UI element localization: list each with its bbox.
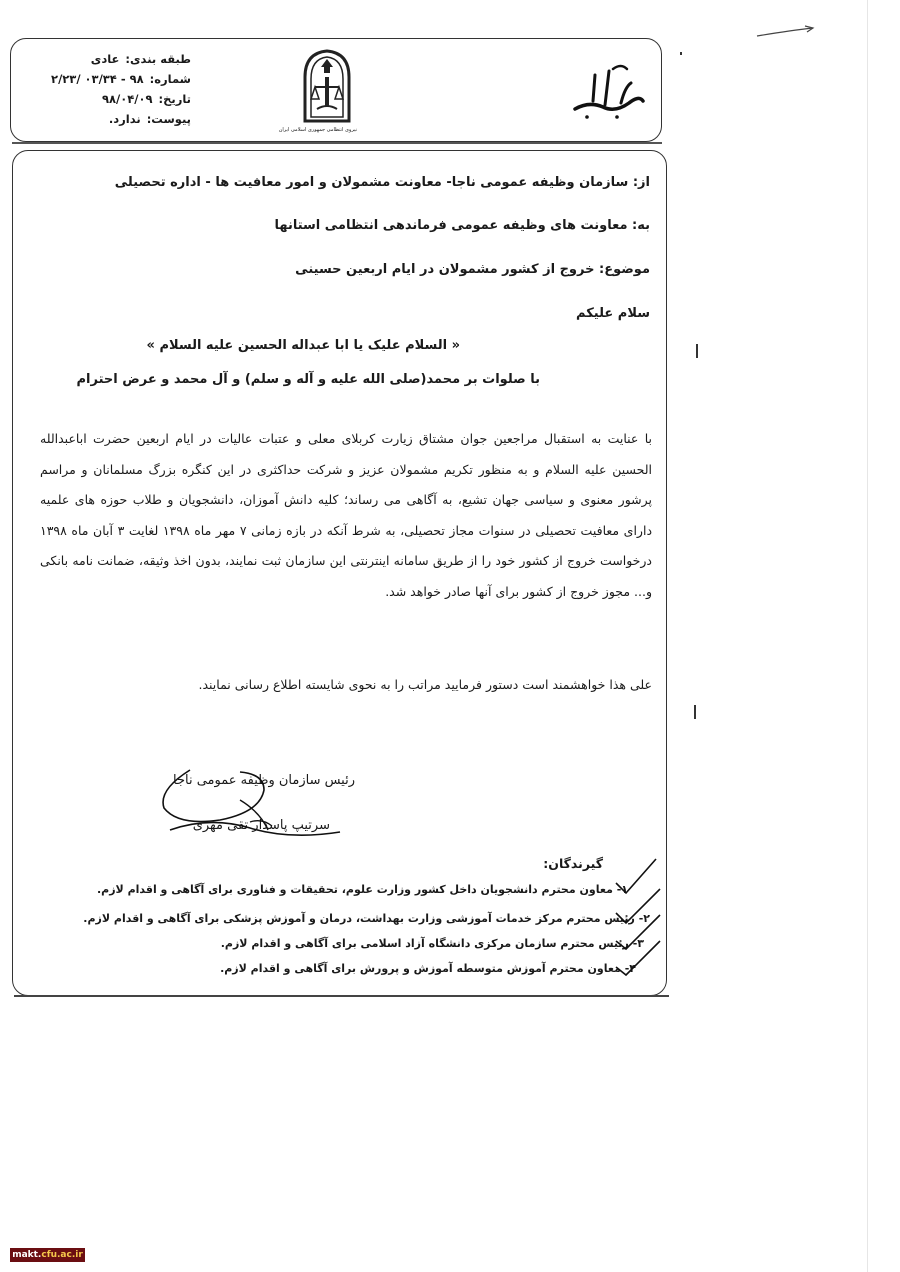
police-emblem (278, 47, 357, 133)
number-label: شماره: (149, 72, 191, 86)
emblem-caption: نیروی انتظامی جمهوری اسلامی ایران (278, 127, 357, 133)
to-line: به: معاونت های وظیفه عمومی فرماندهی انتظامی استانها (274, 218, 650, 233)
date-label: تاریخ: (158, 92, 191, 106)
site-domain: cfu.ac.ir (41, 1250, 83, 1260)
recipient-item: ۳- رئیس محترم سازمان مرکزی دانشگاه آزاد اسلامی برای آگاهی و اقدام لازم. (220, 937, 644, 950)
site-prefix: makt. (12, 1250, 42, 1260)
pen-mark (755, 24, 815, 40)
margin-tick (696, 344, 698, 358)
subject-line: موضوع: خروج از کشور مشمولان در ایام اربعین حسینی (295, 262, 650, 277)
classification-label: طبقه بندی: (125, 52, 191, 66)
signatory-title: رئیس سازمان وظیفه عمومی ناجا (173, 773, 355, 788)
letter-meta (51, 49, 191, 129)
classification-value: عادی (90, 52, 120, 66)
recipients-title: گیرندگان: (543, 856, 603, 871)
closing-paragraph: علی هذا خواهشمند است دستور فرمایید مراتب را به نحوی شایسته اطلاع رسانی نمایند. (198, 677, 652, 692)
from-line: از: سازمان وظیفه عمومی ناجا- معاونت مشمولان و امور معافیت ها - اداره تحصیلی (114, 175, 650, 190)
date-value: ۹۸/۰۴/۰۹ (102, 92, 153, 106)
recipient-item: ۱- معاون محترم دانشجویان داخل کشور وزارت علوم، تحقیقات و فناوری برای آگاهی و اقدام لازم. (96, 883, 628, 896)
letterhead-box (10, 38, 662, 142)
recipient-item: ۴- معاون محترم آموزش متوسطه آموزش و پرورش برای آگاهی و اقدام لازم. (220, 962, 636, 975)
margin-dot (680, 52, 682, 55)
margin-tick (694, 705, 696, 719)
site-watermark (10, 1248, 85, 1262)
attachment-value: ندارد. (108, 112, 141, 126)
salutation-salawat: با صلوات بر محمد(صلی الله علیه و آله و سلم) و آل محمد و عرض احترام (76, 372, 540, 387)
scan-edge (867, 0, 868, 1272)
signatory-name: سرتیپ پاسدار تقی مهری (192, 818, 330, 833)
attachment-label: پیوست: (146, 112, 191, 126)
letter-body-rule (14, 995, 669, 997)
body-paragraph: با عنایت به استقبال مراجعین جوان مشتاق زیارت کربلای معلی و عتبات عالیات در ایام اربعین حضرت اباعبدالله الحسین علیه السلام و به منظور تکریم مشمولان عزیز و شرکت حداکثری در این کنگره بزرگ مسلمانان و مراسم پرشور معنوی و سیاسی جهان تشیع، به آگاهی می رساند؛ کلیه دانش آموزان، دانشجویان و طلاب حوزه های علمیه دارای معافیت تحصیلی در سنوات مجاز تحصیلی، به شرط آنکه در بازه زمانی ۷ مهر ماه ۱۳۹۸ لغایت ۳ آبان ماه ۱۳۹۸ درخواست خروج از کشور خود را از طریق سامانه اینترنتی این سازمان ثبت نمایند، بدون اخذ وثیقه، ضمانت نامه بانکی و... مجوز خروج از کشور برای آنها صادر خواهد شد. (40, 431, 653, 599)
number-value: ۹۸ - ۰۳/۳۴ /۲/۲۳ (51, 72, 144, 86)
salutation-quote: « السلام علیک یا ابا عبداله الحسین علیه السلام » (146, 338, 460, 353)
recipient-item: ۲- رئیس محترم مرکز خدمات آموزشی وزارت بهداشت، درمان و آموزش پزشکی برای آگاهی و اقدام لازم. (83, 912, 650, 925)
greeting: سلام علیکم (576, 306, 650, 321)
bismillah-calligraphy (569, 57, 649, 123)
handwritten-signature (150, 760, 350, 850)
letterhead-rule (12, 142, 662, 144)
check-marks (610, 855, 670, 980)
